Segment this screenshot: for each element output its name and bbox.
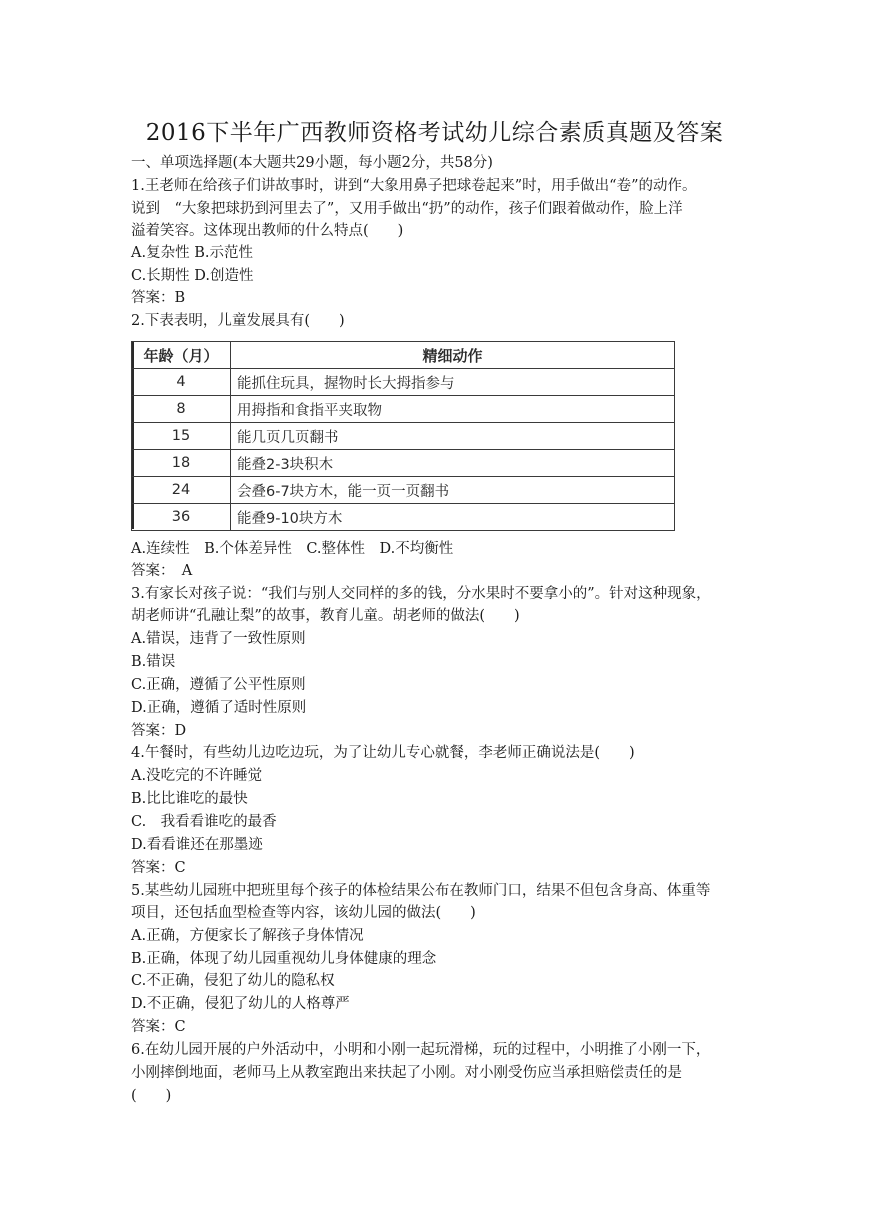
text-line: ( )	[131, 1088, 172, 1104]
text-line: 小刚摔倒地面，老师马上从教室跑出来扶起了小刚。对小刚受伤应当承担赔偿责任的是	[131, 1065, 682, 1081]
text-line: 答案：C	[131, 860, 186, 876]
text-line: B.错误	[131, 654, 176, 670]
text-line: A.没吃完的不许睡觉	[131, 768, 263, 784]
text-line: A.正确，方便家长了解孩子身体情况	[131, 928, 364, 944]
table-cell-age: 24	[132, 477, 231, 504]
text-line: 答案：D	[131, 723, 187, 739]
text-line: A.错误，违背了一致性原则	[131, 631, 306, 647]
text-line: D.看看谁还在那墨迹	[131, 837, 263, 853]
text-line: 胡老师讲“孔融让梨”的故事，教育儿童。胡老师的做法( )	[131, 608, 520, 624]
table-header-row	[132, 342, 675, 369]
table-row	[132, 477, 675, 504]
table-header-age: 年龄（月）	[132, 342, 231, 369]
text-line: 4.午餐时，有些幼儿边吃边玩，为了让幼儿专心就餐，李老师正确说法是( )	[131, 745, 635, 761]
text-line: C.正确，遵循了公平性原则	[131, 677, 306, 693]
table-cell-age: 18	[132, 450, 231, 477]
text-line: D.正确，遵循了适时性原则	[131, 700, 307, 716]
table-cell-action: 会叠6-7块方木，能一页一页翻书	[231, 477, 675, 504]
table-cell-action: 能抓住玩具，握物时长大拇指参与	[231, 369, 675, 396]
text-line: 说到 “大象把球扔到河里去了”，又用手做出“扔”的动作，孩子们跟着做动作，脸上洋	[131, 201, 683, 217]
text-line: 1.王老师在给孩子们讲故事时，讲到“大象用鼻子把球卷起来”时，用手做出“卷”的动作。	[131, 178, 697, 194]
table-cell-action: 用拇指和食指平夹取物	[231, 396, 675, 423]
table-cell-action: 能叠2-3块积木	[231, 450, 675, 477]
text-line: 项目，还包括血型检查等内容，该幼儿园的做法( )	[131, 905, 476, 921]
table-cell-age: 15	[132, 423, 231, 450]
text-line: 3.有家长对孩子说：“我们与别人交同样的多的钱，分水果时不要拿小的”。针对这种现象，	[131, 586, 711, 602]
text-line: B.比比谁吃的最快	[131, 791, 248, 807]
text-line: C.长期性 D.创造性	[131, 268, 254, 284]
table-cell-age: 4	[132, 369, 231, 396]
table-row	[132, 396, 675, 423]
development-table	[131, 341, 675, 531]
text-line: C. 我看看谁吃的最香	[131, 814, 277, 830]
text-line: 2.下表表明，儿童发展具有( )	[131, 313, 345, 329]
table-row	[132, 423, 675, 450]
table-cell-age: 8	[132, 396, 231, 423]
text-line: 答案：B	[131, 290, 186, 306]
text-line: 5.某些幼儿园班中把班里每个孩子的体检结果公布在教师门口，结果不但包含身高、体重等	[131, 883, 711, 899]
text-line: D.不正确，侵犯了幼儿的人格尊严	[131, 996, 350, 1012]
text-line: 一、单项选择题(本大题共29小题，每小题2分，共58分)	[131, 155, 493, 171]
table-cell-age: 36	[132, 504, 231, 531]
text-line: C.不正确，侵犯了幼儿的隐私权	[131, 973, 335, 989]
table-row	[132, 369, 675, 396]
table-header-action: 精细动作	[231, 342, 675, 369]
text-line: A.复杂性 B.示范性	[131, 245, 253, 261]
text-line: 溢着笑容。这体现出教师的什么特点( )	[131, 223, 404, 239]
table-row	[132, 450, 675, 477]
page-title: 2016下半年广西教师资格考试幼儿综合素质真题及答案	[145, 120, 724, 146]
text-line: 6.在幼儿园开展的户外活动中，小明和小刚一起玩滑梯，玩的过程中，小明推了小刚一下，	[131, 1042, 711, 1058]
text-line: A.连续性 B.个体差异性 C.整体性 D.不均衡性	[131, 541, 454, 557]
table-cell-action: 能几页几页翻书	[231, 423, 675, 450]
table-row	[132, 504, 675, 531]
text-line: 答案： A	[131, 563, 193, 579]
text-line: 答案：C	[131, 1019, 186, 1035]
text-line: B.正确，体现了幼儿园重视幼儿身体健康的理念	[131, 951, 437, 967]
table-cell-action: 能叠9-10块方木	[231, 504, 675, 531]
